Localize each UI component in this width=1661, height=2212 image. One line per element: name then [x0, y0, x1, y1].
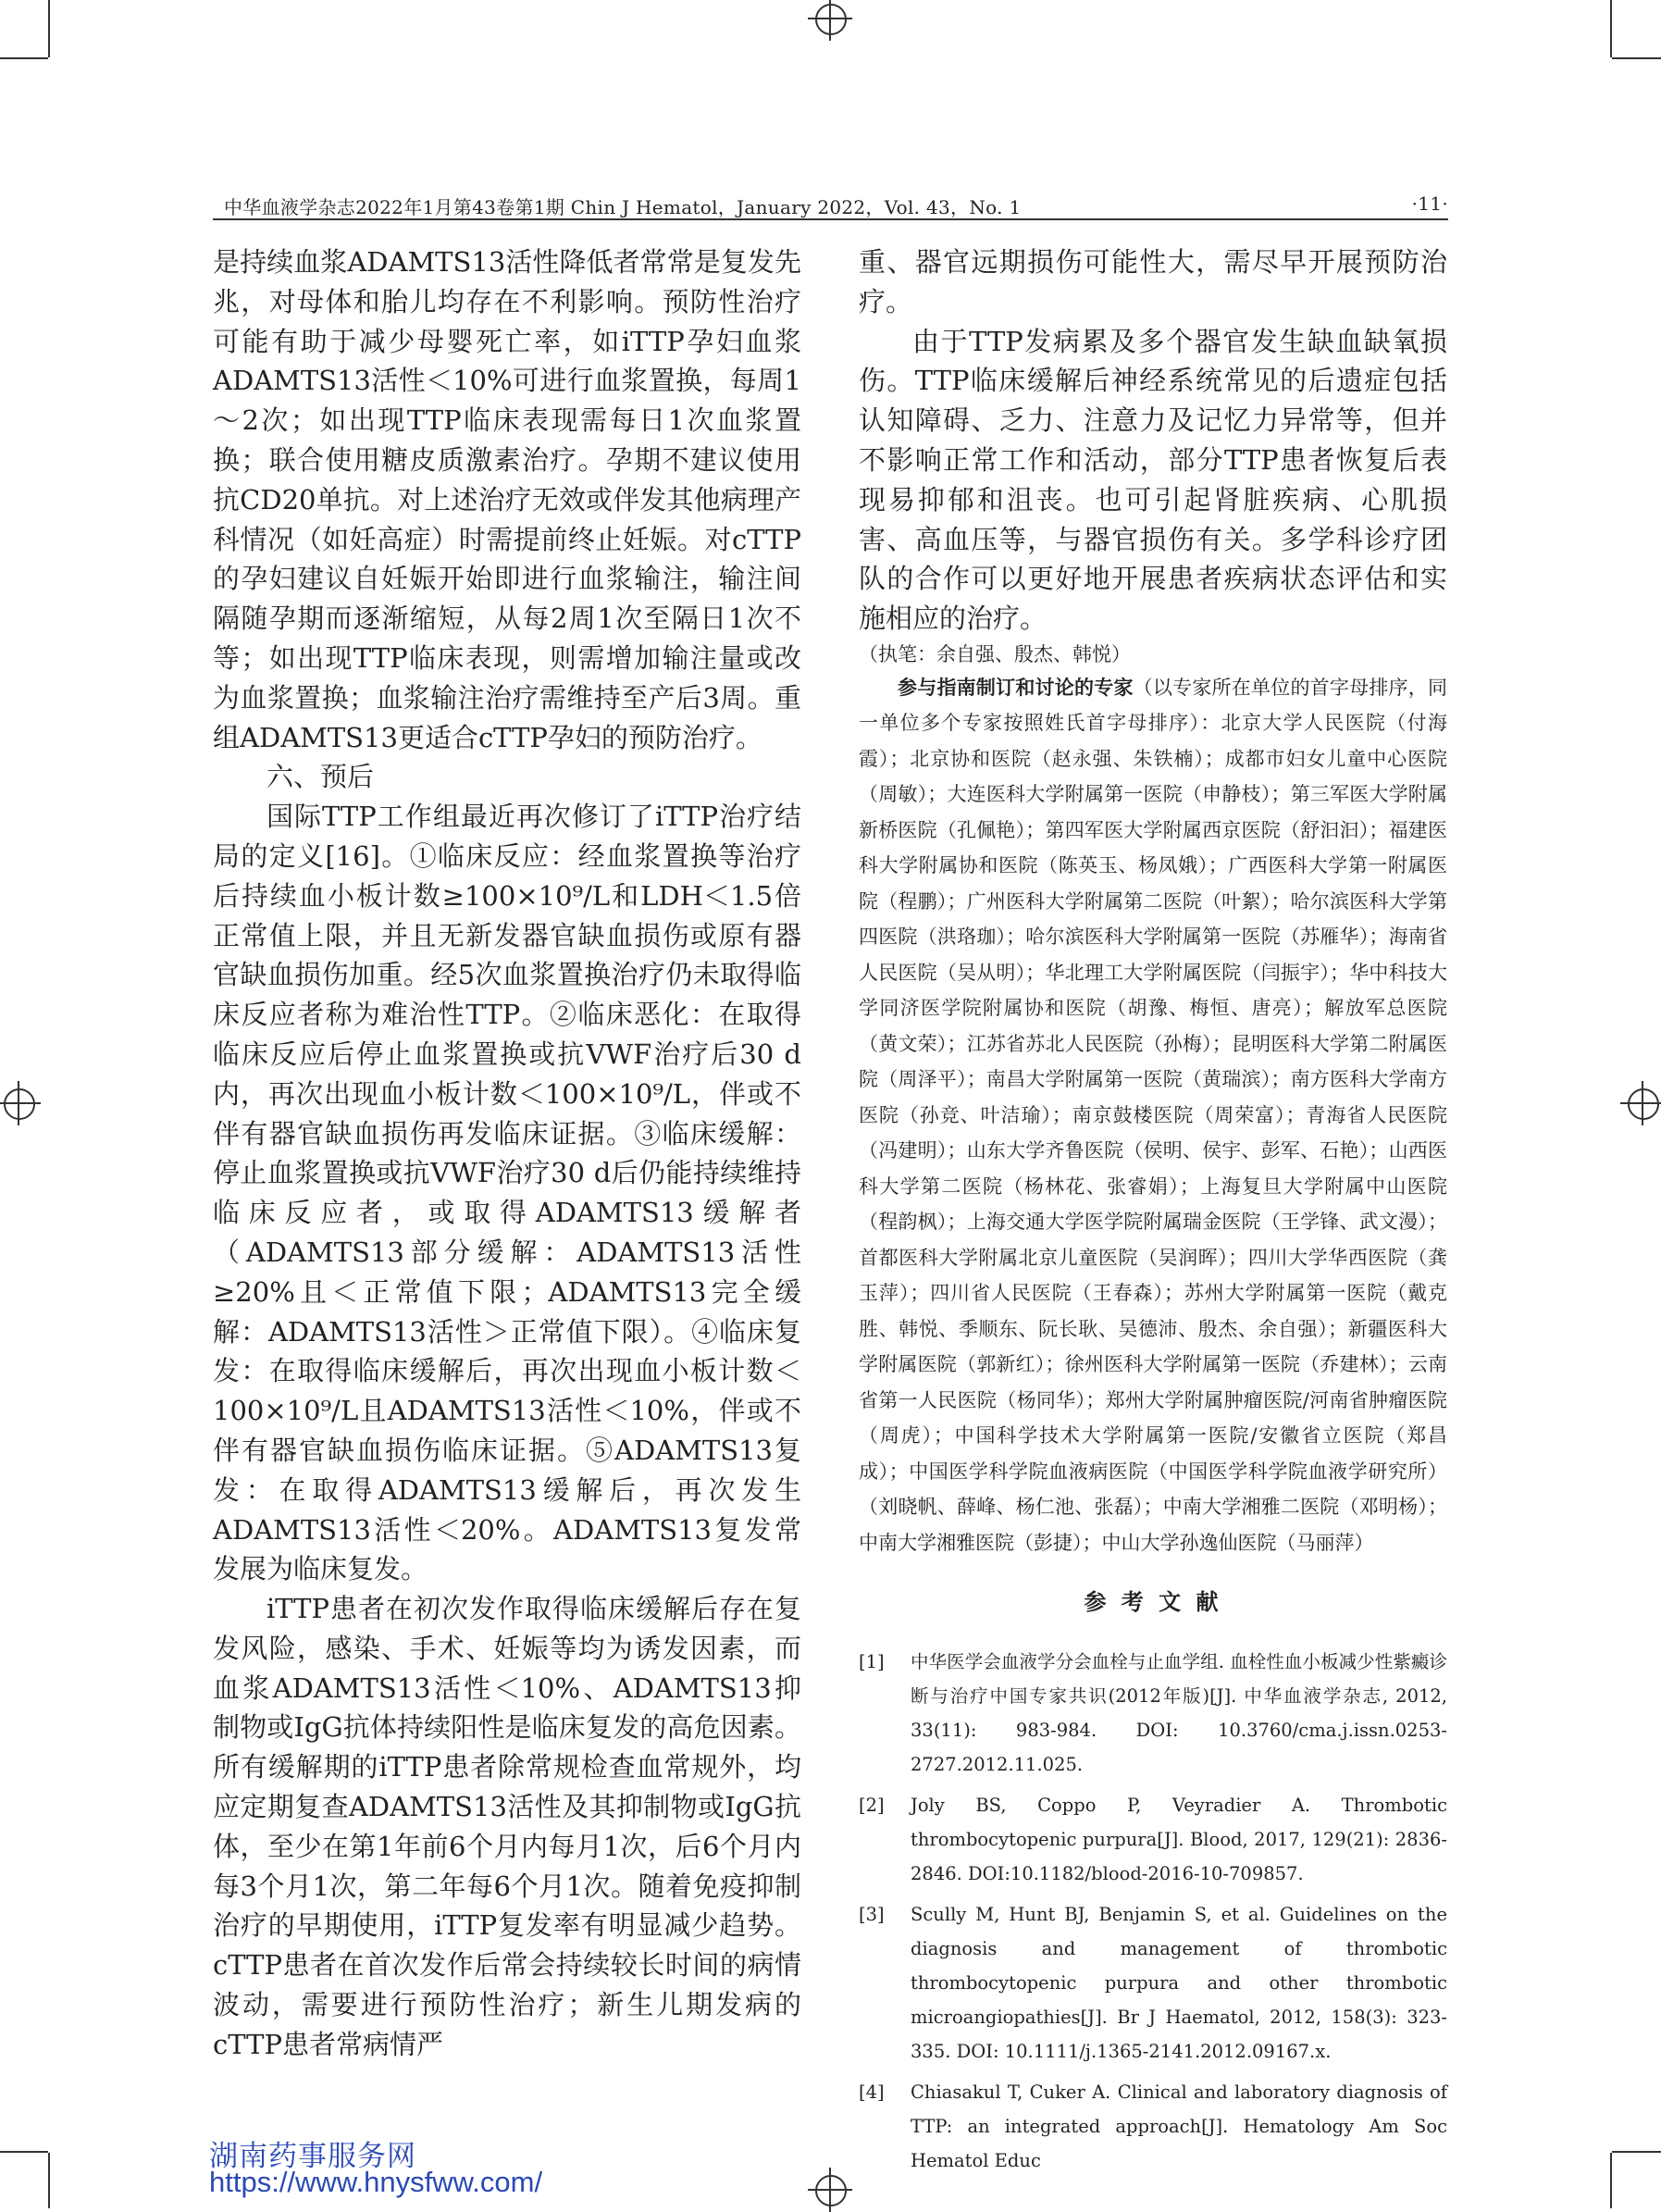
- page-number: ·11·: [1411, 193, 1448, 215]
- reference-number: [2]: [859, 1795, 885, 1817]
- left-column: [213, 242, 801, 2065]
- paragraph: iTTP患者在初次发作取得临床缓解后存在复发风险，感染、手术、妊娠等均为诱发因素，而血浆ADAMTS13活性＜10%、ADAMTS13抑制物或IgG抗体持续阳性是临床复发的高危因素。所有缓解期的iTTP患者除常规检查血常规外，均应定期复查ADAMTS13活性及其抑制物或IgG抗体，至少在第1年前6个月内每月1次，后6个月内每3个月1次，第二年每6个月1次。随着免疫抑制治疗的早期使用，iTTP复发率有明显减少趋势。cTTP患者在首次发作后常会持续较长时间的病情波动，需要进行预防性治疗；新生儿期发病的cTTP患者常病情严: [213, 1593, 801, 2060]
- crop-mark: [1612, 57, 1661, 59]
- reference-text: Chiasakul T, Cuker A. Clinical and laboratory diagnosis of TTP: an integrated approach[J]. Hematology Am Soc Hematol Educ: [911, 2082, 1447, 2172]
- references-title: 参 考 文 献: [1084, 1588, 1222, 1616]
- right-column: [859, 242, 1447, 2184]
- crop-mark: [48, 0, 50, 57]
- registration-mark-icon: [808, 2168, 852, 2212]
- watermark-site-name: 湖南药事服务网: [209, 2140, 416, 2172]
- registration-mark-icon: [1620, 1081, 1661, 1125]
- reference-number: [1]: [859, 1651, 885, 1673]
- section-heading: 六、预后: [267, 761, 375, 793]
- reference-number: [4]: [859, 2082, 885, 2104]
- author-signature: （执笔：余自强、殷杰、韩悦）: [859, 642, 1131, 665]
- header-rule: [213, 218, 1448, 220]
- paragraph: 是持续血浆ADAMTS13活性降低者常常是复发先兆，对母体和胎儿均存在不利影响。预防性治疗可能有助于减少母婴死亡率，如iTTP孕妇血浆ADAMTS13活性＜10%可进行血浆置换，每周1～2次；如出现TTP临床表现需每日1次血浆置换；联合使用糖皮质激素治疗。孕期不建议使用抗CD20单抗。对上述治疗无效或伴发其他病理产科情况（如妊高症）时需提前终止妊娠。对cTTP的孕妇建议自妊娠开始即进行血浆输注，输注间隔随孕期而逐渐缩短，从每2周1次至隔日1次不等；如出现TTP临床表现，则需增加输注量或改为血浆置换；血浆输注治疗需维持至产后3周。重组ADAMTS13更适合cTTP孕妇的预防治疗。: [213, 246, 801, 753]
- watermark-url[interactable]: https://www.hnysfww.com/: [209, 2166, 543, 2198]
- expert-list-text: （以专家所在单位的首字母排序，同一单位多个专家按照姓氏首字母排序）：北京大学人民医院（付海霞）；北京协和医院（赵永强、朱铁楠）；成都市妇女儿童中心医院（周敏）；大连医科大学附属第一医院（申静枝）；第三军医大学附属新桥医院（孔佩艳）；第四军医大学附属西京医院（舒汩汩）；福建医科大学附属协和医院（陈英玉、杨凤娥）；广西医科大学第一附属医院（程鹏）；广州医科大学附属第二医院（叶絮）；哈尔滨医科大学第四医院（洪珞珈）；哈尔滨医科大学附属第一医院（苏雁华）；海南省人民医院（吴从明）；华北理工大学附属医院（闫振宇）；华中科技大学同济医学院附属协和医院（胡豫、梅恒、唐亮）；解放军总医院（黄文荣）；江苏省苏北人民医院（孙梅）；昆明医科大学第二附属医院（周泽平）；南昌大学附属第一医院（黄瑞滨）；南方医科大学南方医院（孙竞、叶洁瑜）；南京鼓楼医院（周荣富）；青海省人民医院（冯建明）；山东大学齐鲁医院（侯明、侯宇、彭军、石艳）；山西医科大学第二医院（杨林花、张睿娟）；上海复旦大学附属中山医院（程韵枫）；上海交通大学医学院附属瑞金医院（王学锋、武文漫）；首都医科大学附属北京儿童医院（吴润晖）；四川大学华西医院（龚玉萍）；四川省人民医院（王春森）；苏州大学附属第一医院（戴克胜、韩悦、季顺东、阮长耿、吴德沛、殷杰、余自强）；新疆医科大学附属医院（郭新红）；徐州医科大学附属第一医院（乔建林）；云南省第一人民医院（杨同华）；郑州大学附属肿瘤医院/河南省肿瘤医院（周虎）；中国科学技术大学附属第一医院/安徽省立医院（郑昌成）；中国医学科学院血液病医院（中国医学科学院血液学研究所）（刘晓帆、薛峰、杨仁池、张磊）；中南大学湘雅二医院（邓明杨）；中南大学湘雅医院（彭捷）；中山大学孙逸仙医院（马丽萍）: [859, 676, 1448, 1554]
- crop-mark: [1610, 2153, 1612, 2208]
- crop-mark: [48, 2153, 50, 2208]
- crop-mark: [0, 57, 48, 59]
- paragraph: 由于TTP发病累及多个器官发生缺血缺氧损伤。TTP临床缓解后神经系统常见的后遗症包括认知障碍、乏力、注意力及记忆力异常等，但并不影响正常工作和活动，部分TTP患者恢复后表现易抑郁和沮丧。也可引起肾脏疾病、心肌损害、高血压等，与器官损伤有关。多学科诊疗团队的合作可以更好地开展患者疾病状态评估和实施相应的治疗。: [859, 325, 1447, 635]
- reference-item: [859, 2075, 1447, 2178]
- reference-item: [859, 1788, 1447, 1891]
- expert-list-label: 参与指南制订和讨论的专家: [898, 675, 1134, 699]
- reference-item: [859, 1897, 1447, 2069]
- crop-mark: [0, 2151, 48, 2153]
- reference-item: [859, 1645, 1447, 1782]
- reference-text: 中华医学会血液学分会血栓与止血学组. 血栓性血小板减少性紫癜诊断与治疗中国专家共识(2012年版)[J]. 中华血液学杂志, 2012, 33(11): 983-984. DOI: 10.3760/cma.j.issn.0253-2727.2012.11.025.: [911, 1651, 1447, 1776]
- reference-text: Scully M, Hunt BJ, Benjamin S, et al. Guidelines on the diagnosis and management of thrombotic thrombocytopenic purpura and other thrombotic microangiopathies[J]. Br J Haematol, 2012, 158(3): 323-335. DOI: 10.1111/j.1365-2141.2012.09167.x.: [911, 1904, 1447, 2063]
- crop-mark: [1612, 2151, 1661, 2153]
- crop-mark: [1610, 0, 1612, 57]
- paragraph: 国际TTP工作组最近再次修订了iTTP治疗结局的定义[16]。①临床反应：经血浆置换等治疗后持续血小板计数≥100×10⁹/L和LDH＜1.5倍正常值上限，并且无新发器官缺血损伤或原有器官缺血损伤加重。经5次血浆置换治疗仍未取得临床反应者称为难治性TTP。②临床恶化：在取得临床反应后停止血浆置换或抗VWF治疗后30 d内，再次出现血小板计数＜100×10⁹/L，伴或不伴有器官缺血损伤再发临床证据。③临床缓解：停止血浆置换或抗VWF治疗30 d后仍能持续维持临床反应者，或取得ADAMTS13缓解者（ADAMTS13部分缓解：ADAMTS13活性≥20%且＜正常值下限；ADAMTS13完全缓解：ADAMTS13活性＞正常值下限）。④临床复发：在取得临床缓解后，再次出现血小板计数＜100×10⁹/L且ADAMTS13活性＜10%，伴或不伴有器官缺血损伤临床证据。⑤ADAMTS13复发：在取得ADAMTS13缓解后，再次发生ADAMTS13活性＜20%。ADAMTS13复发常发展为临床复发。: [213, 801, 801, 1585]
- reference-number: [3]: [859, 1904, 885, 1926]
- reference-text: Joly BS, Coppo P, Veyradier A. Thrombotic thrombocytopenic purpura[J]. Blood, 2017, 129(21): 2836-2846. DOI:10.1182/blood-2016-10-709857.: [911, 1795, 1447, 1885]
- paragraph: 重、器官远期损伤可能性大，需尽早开展预防治疗。: [859, 246, 1447, 317]
- journal-citation: 中华血液学杂志2022年1月第43卷第1期 Chin J Hematol，January 2022，Vol. 43，No. 1: [224, 196, 1022, 218]
- registration-mark-icon: [0, 1081, 41, 1125]
- expert-list: [859, 670, 1447, 1561]
- registration-mark-icon: [808, 0, 852, 41]
- running-header: [213, 191, 1448, 218]
